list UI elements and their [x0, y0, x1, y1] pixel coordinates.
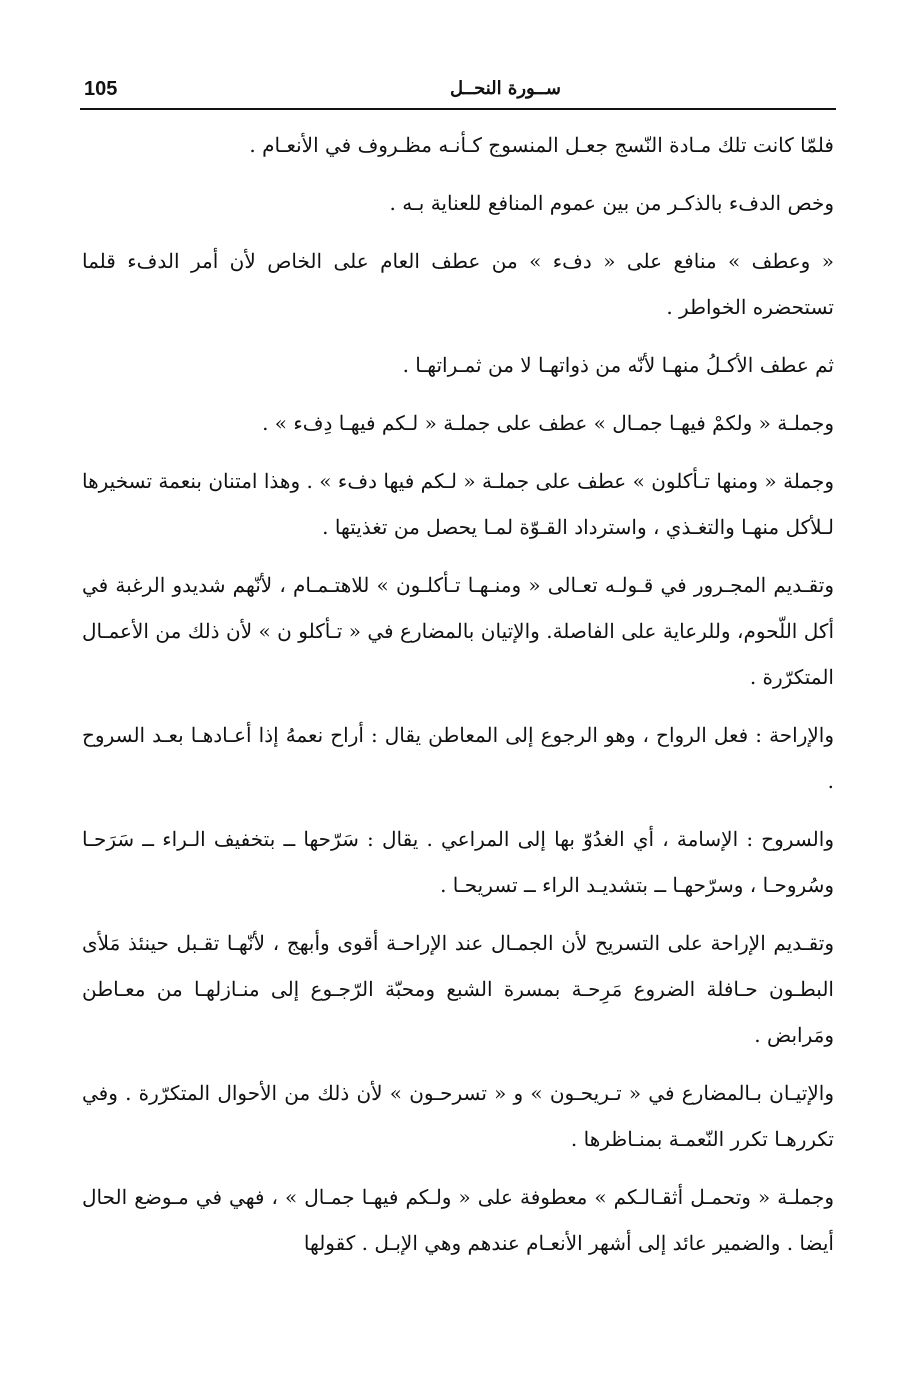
paragraph: « وعطف » منافع على « دفء » من عطف العام على الخاص لأن أمر الدفء قلما تستحضره الخواطر . [82, 249, 834, 319]
paragraph: وتقـديم المجـرور في قـولـه تعـالى « ومنـهـا تـأكلـون » للاهتـمـام ، لأنّهم شديدو الرغبة في أكل اللّحوم، وللرعاية على الفاصلة. والإتيان بالمضارع في « تـأكلو ن » لأن ذلك من الأعمـال المتكرّرة . [82, 573, 834, 689]
paragraph: والإراحة : فعل الرواح ، وهو الرجوع إلى المعاطن يقال : أراح نعمهُ إذا أعـادهـا بعـد السروح . [82, 723, 834, 793]
paragraph: وجملـة « ولكمْ فيهـا جمـال » عطف على جملـة « لـكم فيهـا دِفء » . [262, 411, 834, 435]
paragraph: وخص الدفء بالذكـر من بين عموم المنافع للعناية بـه . [389, 191, 834, 215]
page-header [80, 74, 836, 108]
body-text [82, 122, 834, 1278]
header-rule [80, 108, 836, 110]
paragraph: فلمّا كانت تلك مـادة النّسج جعـل المنسوج كـأنـه مظـروف في الأنعـام . [249, 133, 834, 157]
page-number: 105 [84, 78, 118, 100]
paragraph: وجملة « ومنها تـأكلون » عطف على جملـة « لـكم فيها دفء » . وهذا امتنان بنعمة تسخيرها لـلأكل منهـا والتغـذي ، واسترداد القـوّة لمـا يحصل من تغذيتها . [82, 469, 834, 539]
running-title: ســورة النحــل [449, 78, 561, 99]
paragraph: وجملـة « وتحمـل أثقـالـكم » معطوفة على « ولـكم فيهـا جمـال » ، فهي في مـوضع الحال أيضا . والضمير عائد إلى أشهر الأنعـام عندهم وهي الإبـل . كقولها [82, 1185, 834, 1255]
paragraph: والسروح : الإسامة ، أي الغدُوّ بها إلى المراعي . يقال : سَرّحها ــ بتخفيف الـراء ــ سَرَحـا وسُروحـا ، وسرّحهـا ــ بتشديـد الراء ــ تسريحـا . [82, 827, 834, 897]
paragraph: والإتيـان بـالمضارع في « تـريحـون » و « تسرحـون » لأن ذلك من الأحوال المتكرّرة . وفي تكررهـا تكرر النّعمـة بمنـاظرها . [82, 1081, 834, 1151]
paragraph: وتقـديم الإراحة على التسريح لأن الجمـال عند الإراحـة أقوى وأبهج ، لأنّهـا تقـبل حينئذ مَلأى البطـون حـافلة الضروع مَرِحـة بمسرة الشبع ومحبّة الرّجـوع إلى منـازلهـا من معـاطن ومَرابض . [82, 931, 834, 1047]
paragraph: ثم عطف الأكـلُ منهـا لأنّه من ذواتهـا لا من ثمـراتهـا . [402, 353, 834, 377]
